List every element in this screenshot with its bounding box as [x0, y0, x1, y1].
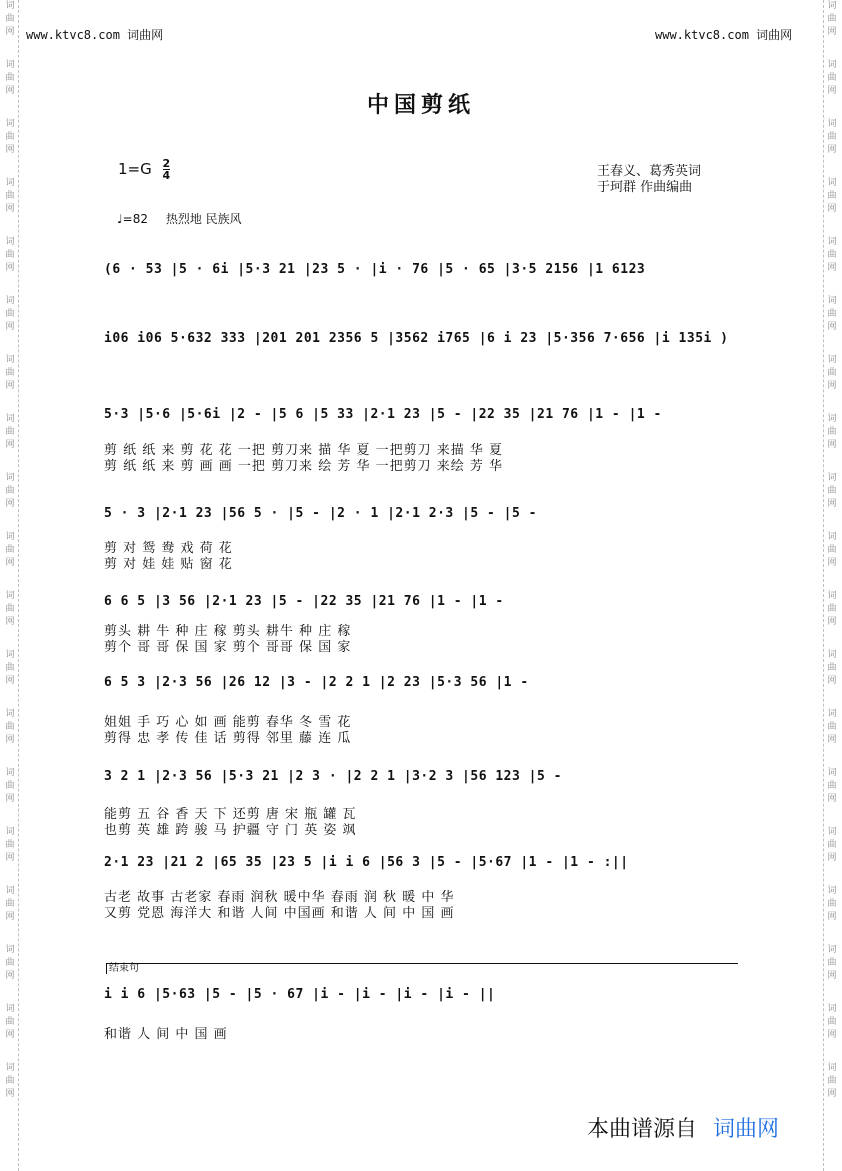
watermark-char: 网	[5, 1089, 15, 1099]
score-row-5-lyric-1: 剪头 耕 牛 种 庄 稼 剪头 耕牛 种 庄 稼	[104, 624, 352, 639]
right-watermark-strip	[823, 0, 840, 1171]
watermark-char: 曲	[5, 722, 15, 732]
watermark-char: 曲	[827, 1017, 837, 1027]
header-site-left[interactable]: www.ktvc8.com 词曲网	[26, 28, 164, 42]
source-credit	[587, 1112, 779, 1143]
watermark-char: 曲	[827, 486, 837, 496]
score-row-6-notes: 6 5 3 |2·3 56 |26 12 |3 - |2 2 1 |2 23 |5·3 56 |1 -	[104, 675, 529, 690]
watermark-char: 曲	[5, 309, 15, 319]
score-row-7-lyric-2: 也剪 英 雄 跨 骏 马 护疆 守 门 英 姿 飒	[104, 823, 357, 838]
watermark-char: 曲	[5, 1076, 15, 1086]
score-row-4-notes: 5 · 3 |2·1 23 |56 5 · |5 - |2 · 1 |2·1 2·3 |5 - |5 -	[104, 506, 537, 521]
watermark-char: 网	[827, 263, 837, 273]
watermark-char: 网	[827, 971, 837, 981]
watermark-char: 网	[5, 27, 15, 37]
watermark-char: 词	[5, 709, 15, 719]
watermark-char: 曲	[5, 663, 15, 673]
watermark-char: 词	[5, 60, 15, 70]
watermark-char: 曲	[827, 781, 837, 791]
watermark-char: 曲	[5, 1017, 15, 1027]
watermark-char: 词	[827, 414, 837, 424]
score-row-1-notes: (6 · 53 |5 · 6i |5·3 21 |23 5 · |i · 76 |5 · 65 |3·5 2156 |1 6123	[104, 262, 646, 277]
watermark-char: 网	[5, 145, 15, 155]
score-row-8-lyric-1: 古老 故事 古老家 春雨 润秋 暖中华 春雨 润 秋 暖 中 华	[104, 890, 455, 905]
score-row-5-notes: 6 6 5 |3 56 |2·1 23 |5 - |22 35 |21 76 |1 - |1 -	[104, 594, 504, 609]
ending-bracket-line	[106, 963, 738, 964]
source-brand-link[interactable]: 词曲网	[713, 1117, 780, 1142]
watermark-char: 词	[827, 827, 837, 837]
watermark-char: 词	[827, 532, 837, 542]
credits	[597, 164, 701, 196]
watermark-char: 网	[5, 853, 15, 863]
watermark-char: 网	[5, 676, 15, 686]
tempo	[117, 210, 256, 227]
watermark-char: 词	[827, 886, 837, 896]
credit-music: 于珂群 作曲编曲	[597, 180, 693, 195]
watermark-char: 网	[5, 440, 15, 450]
watermark-char: 曲	[827, 191, 837, 201]
watermark-char: 词	[5, 1, 15, 11]
score-row-4-lyric-1: 剪 对 鸳 鸯 戏 荷 花	[104, 541, 233, 556]
watermark-char: 曲	[827, 663, 837, 673]
watermark-char: 曲	[827, 132, 837, 142]
score-row-3-lyric-2: 剪 纸 纸 来 剪 画 画 一把 剪刀来 绘 芳 华 一把剪刀 来绘 芳 华	[104, 459, 503, 474]
watermark-char: 网	[5, 912, 15, 922]
watermark-char: 曲	[5, 14, 15, 24]
watermark-char: 曲	[827, 309, 837, 319]
watermark-char: 词	[5, 119, 15, 129]
watermark-char: 网	[827, 735, 837, 745]
watermark-char: 曲	[827, 73, 837, 83]
watermark-char: 词	[5, 414, 15, 424]
watermark-char: 网	[827, 676, 837, 686]
watermark-char: 曲	[5, 427, 15, 437]
watermark-char: 网	[827, 1089, 837, 1099]
watermark-char: 网	[5, 735, 15, 745]
key-signature	[118, 158, 170, 181]
watermark-char: 曲	[5, 840, 15, 850]
watermark-char: 词	[5, 1063, 15, 1073]
watermark-char: 网	[5, 322, 15, 332]
watermark-char: 曲	[5, 958, 15, 968]
left-watermark-strip	[2, 0, 19, 1171]
watermark-char: 网	[5, 1030, 15, 1040]
watermark-char: 曲	[827, 604, 837, 614]
watermark-char: 曲	[5, 781, 15, 791]
watermark-char: 网	[5, 558, 15, 568]
watermark-char: 词	[5, 178, 15, 188]
watermark-char: 曲	[827, 1076, 837, 1086]
watermark-char: 网	[5, 204, 15, 214]
watermark-char: 网	[827, 86, 837, 96]
tempo-marking: ♩=82	[117, 212, 148, 226]
header-site-right[interactable]: www.ktvc8.com 词曲网	[655, 28, 793, 42]
watermark-char: 网	[5, 971, 15, 981]
watermark-char: 词	[5, 296, 15, 306]
watermark-char: 网	[827, 912, 837, 922]
watermark-char: 词	[5, 768, 15, 778]
watermark-char: 曲	[5, 545, 15, 555]
score-row-9-notes: i i 6 |5·63 |5 - |5 · 67 |i - |i - |i - |i - ||	[104, 987, 496, 1002]
watermark-char: 曲	[5, 132, 15, 142]
score-row-8-lyric-2: 又剪 党恩 海洋大 和谐 人间 中国画 和谐 人 间 中 国 画	[104, 906, 455, 921]
watermark-char: 曲	[5, 191, 15, 201]
watermark-char: 网	[5, 263, 15, 273]
score-row-6-lyric-1: 姐姐 手 巧 心 如 画 能剪 春华 冬 雪 花	[104, 715, 352, 730]
watermark-char: 词	[827, 296, 837, 306]
score-row-7-lyric-1: 能剪 五 谷 香 天 下 还剪 唐 宋 瓶 罐 瓦	[104, 807, 357, 822]
watermark-char: 网	[827, 440, 837, 450]
watermark-char: 曲	[5, 899, 15, 909]
watermark-char: 词	[5, 473, 15, 483]
watermark-char: 网	[827, 27, 837, 37]
watermark-char: 词	[827, 709, 837, 719]
ending-label: 结束句	[106, 963, 139, 974]
watermark-char: 曲	[5, 604, 15, 614]
watermark-char: 网	[5, 381, 15, 391]
score-row-9-lyric-1: 和谐 人 间 中 国 画	[104, 1027, 228, 1042]
key-label: 1=G	[118, 160, 152, 178]
source-prefix: 本曲谱源自	[587, 1117, 698, 1142]
watermark-char: 词	[5, 886, 15, 896]
credit-lyrics: 王春义、葛秀英词	[597, 164, 702, 179]
watermark-char: 词	[827, 1004, 837, 1014]
watermark-char: 曲	[827, 958, 837, 968]
score-row-5-lyric-2: 剪个 哥 哥 保 国 家 剪个 哥哥 保 国 家	[104, 640, 352, 655]
watermark-char: 词	[827, 1, 837, 11]
watermark-char: 词	[827, 178, 837, 188]
watermark-char: 词	[827, 768, 837, 778]
watermark-char: 曲	[5, 73, 15, 83]
watermark-char: 网	[827, 617, 837, 627]
watermark-char: 曲	[5, 250, 15, 260]
watermark-char: 曲	[827, 368, 837, 378]
score-row-3-notes: 5·3 |5·6 |5·6i |2 - |5 6 |5 33 |2·1 23 |5 - |22 35 |21 76 |1 - |1 -	[104, 407, 662, 422]
watermark-char: 词	[5, 1004, 15, 1014]
watermark-char: 词	[5, 945, 15, 955]
watermark-char: 词	[827, 355, 837, 365]
watermark-char: 曲	[827, 899, 837, 909]
watermark-char: 曲	[5, 368, 15, 378]
time-signature	[163, 158, 171, 181]
time-top: 2	[162, 157, 171, 170]
watermark-char: 网	[827, 794, 837, 804]
tempo-expression: 热烈地 民族风	[165, 212, 242, 226]
watermark-char: 词	[827, 945, 837, 955]
watermark-char: 网	[827, 204, 837, 214]
watermark-char: 网	[5, 794, 15, 804]
watermark-char: 词	[827, 119, 837, 129]
watermark-char: 曲	[827, 545, 837, 555]
watermark-char: 曲	[827, 722, 837, 732]
watermark-char: 词	[827, 591, 837, 601]
score-row-6-lyric-2: 剪得 忠 孝 传 佳 话 剪得 邻里 藤 连 瓜	[104, 731, 352, 746]
watermark-char: 词	[5, 532, 15, 542]
watermark-char: 词	[5, 237, 15, 247]
watermark-char: 词	[827, 237, 837, 247]
score-row-7-notes: 3 2 1 |2·3 56 |5·3 21 |2 3 · |2 2 1 |3·2 3 |56 123 |5 -	[104, 769, 562, 784]
watermark-char: 曲	[827, 14, 837, 24]
watermark-char: 词	[827, 650, 837, 660]
watermark-char: 词	[827, 473, 837, 483]
score-row-2-notes: i06 i06 5·632 333 |201 201 2356 5 |3562 i765 |6 i 23 |5·356 7·656 |i 135i )	[104, 331, 729, 346]
watermark-char: 网	[827, 381, 837, 391]
watermark-char: 网	[5, 499, 15, 509]
watermark-char: 网	[827, 145, 837, 155]
watermark-char: 网	[827, 499, 837, 509]
watermark-char: 词	[5, 355, 15, 365]
watermark-char: 词	[5, 650, 15, 660]
watermark-char: 词	[5, 827, 15, 837]
score-row-4-lyric-2: 剪 对 娃 娃 贴 窗 花	[104, 557, 233, 572]
watermark-char: 曲	[5, 486, 15, 496]
watermark-char: 网	[5, 617, 15, 627]
watermark-char: 曲	[827, 427, 837, 437]
score-row-3-lyric-1: 剪 纸 纸 来 剪 花 花 一把 剪刀来 描 华 夏 一把剪刀 来描 华 夏	[104, 443, 503, 458]
song-title: 中国剪纸	[366, 93, 475, 118]
watermark-char: 曲	[827, 840, 837, 850]
watermark-char: 网	[827, 558, 837, 568]
watermark-char: 网	[827, 853, 837, 863]
watermark-char: 网	[827, 322, 837, 332]
watermark-char: 曲	[827, 250, 837, 260]
watermark-char: 词	[827, 1063, 837, 1073]
watermark-char: 网	[827, 1030, 837, 1040]
watermark-char: 网	[5, 86, 15, 96]
watermark-char: 词	[5, 591, 15, 601]
time-bottom: 4	[162, 169, 171, 182]
score-row-8-notes: 2·1 23 |21 2 |65 35 |23 5 |i i 6 |56 3 |5 - |5·67 |1 - |1 - :||	[104, 855, 629, 870]
watermark-char: 词	[827, 60, 837, 70]
